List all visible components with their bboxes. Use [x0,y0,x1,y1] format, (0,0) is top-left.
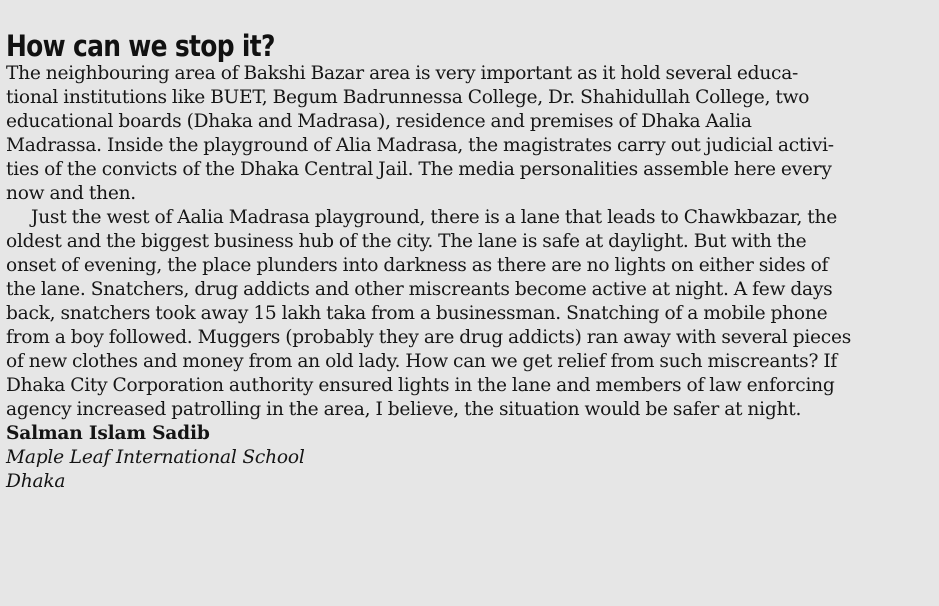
text-line: educational boards (Dhaka and Madrasa), residence and premises of Dhaka Aalia [6,111,752,132]
paragraph-1 [6,62,931,206]
author-name: Salman Islam Sadib [6,423,210,444]
text-line: the lane. Snatchers, drug addicts and other miscreants become active at night. A few days [6,279,833,300]
author-school: Maple Leaf International School [6,447,305,468]
text-line: Just the west of Aalia Madrasa playground, there is a lane that leads to Chawkbazar, the [31,207,837,228]
text-line: agency increased patrolling in the area, I believe, the situation would be safer at night. [6,399,802,420]
text-line: from a boy followed. Muggers (probably they are drug addicts) ran away with several pieces [6,327,852,348]
text-line: Madrassa. Inside the playground of Alia Madrasa, the magistrates carry out judicial activi- [6,135,834,156]
letter-article [6,30,931,494]
text-line: of new clothes and money from an old lady. How can we get relief from such miscreants? If [6,351,838,372]
text-line: onset of evening, the place plunders into darkness as there are no lights on either sides of [6,255,829,276]
text-line: ties of the convicts of the Dhaka Central Jail. The media personalities assemble here every [6,159,832,180]
text-line: tional institutions like BUET, Begum Badrunnessa College, Dr. Shahidullah College, two [6,87,810,108]
text-line: back, snatchers took away 15 lakh taka from a businessman. Snatching of a mobile phone [6,303,828,324]
author-city: Dhaka [6,471,66,492]
letter-body [6,62,931,422]
paragraph-2 [6,206,931,422]
text-line: The neighbouring area of Bakshi Bazar area is very important as it hold several educa- [6,63,799,84]
text-line: now and then. [6,183,136,204]
headline: How can we stop it? [6,29,275,63]
text-line: oldest and the biggest business hub of the city. The lane is safe at daylight. But with the [6,231,807,252]
signature-block [6,422,931,494]
text-line: Dhaka City Corporation authority ensured lights in the lane and members of law enforcing [6,375,835,396]
